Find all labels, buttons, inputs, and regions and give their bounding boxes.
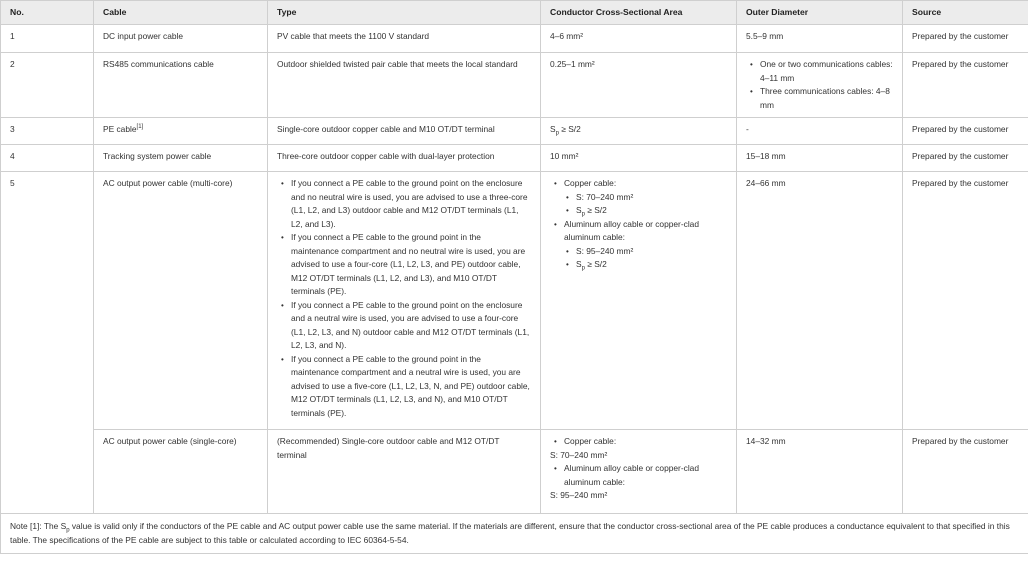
table-row <box>1 145 1028 172</box>
cell-diameter: 14–32 mm <box>737 430 903 514</box>
note-row <box>1 514 1028 554</box>
copper-label: • Copper cable: <box>564 436 617 446</box>
cable-label: PE cable <box>103 124 137 134</box>
area-symbol: S <box>550 124 556 134</box>
cell-diameter: - <box>737 118 903 145</box>
table-row <box>1 118 1028 145</box>
area-list <box>550 435 727 503</box>
header-cable: Cable <box>94 1 268 25</box>
diameter-list <box>746 58 893 112</box>
cell-area <box>541 118 737 145</box>
cell-area: 10 mm² <box>541 145 737 172</box>
copper-sublist <box>564 191 727 218</box>
header-area: Conductor Cross-Sectional Area <box>541 1 737 25</box>
area-list <box>550 177 727 272</box>
aluminum-label: • Aluminum alloy cable or copper-clad aluminum cable: <box>564 463 699 487</box>
cell-cable <box>94 118 268 145</box>
table-row <box>1 25 1028 53</box>
cell-source: Prepared by the customer <box>903 53 1028 118</box>
note-text: value is valid only if the conductors of the PE cable and AC output power cable use the same material. If the materials are different, ensure that the conductor cross-sectional area of the PE cable produces a conductance equivalent to that specified in this table. The specifications of the PE cable are subject to this table or calculated according to IEC 60364-5-54. <box>10 521 1010 545</box>
cell-source: Prepared by the customer <box>903 430 1028 514</box>
table-row <box>1 430 1028 514</box>
area-subscript: p <box>581 265 585 272</box>
cell-no: 1 <box>1 25 94 53</box>
area-subscript: p <box>555 130 559 137</box>
cell-cable: DC input power cable <box>94 25 268 53</box>
list-item: • If you connect a PE cable to the ground point on the enclosure and no neutral wire is used, you are advised to use a three-core (L1, L2, and L3) outdoor cable and M12 OT/DT terminals (L1, L2, and L3). <box>291 177 531 231</box>
aluminum-label: Aluminum alloy cable or copper-clad aluminum cable: <box>564 218 699 242</box>
area-subscript: p <box>581 211 585 218</box>
list-item: • If you connect a PE cable to the ground point in the maintenance compartment and no neutral wire is used, you are advised to use a four-core (L1, L2, L3, and PE) outdoor cable, M12 OT/DT terminals (L1, L2, and L3), and M10 OT/DT terminals (PE). <box>291 231 531 299</box>
list-item <box>576 204 727 218</box>
note-subscript: p <box>66 527 70 534</box>
cell-type: Outdoor shielded twisted pair cable that meets the local standard <box>268 53 541 118</box>
cell-no: 3 <box>1 118 94 145</box>
cell-cable: AC output power cable (multi-core) <box>94 172 268 430</box>
cell-area: 0.25–1 mm² <box>541 53 737 118</box>
footnote-ref: [1] <box>136 124 144 131</box>
aluminum-sublist <box>564 245 727 272</box>
cell-diameter <box>737 53 903 118</box>
cell-area <box>541 430 737 514</box>
note-prefix: Note [1]: The S <box>10 521 67 531</box>
cell-source: Prepared by the customer <box>903 118 1028 145</box>
cell-no: 5 <box>1 172 94 514</box>
cell-no: 2 <box>1 53 94 118</box>
copper-label: Copper cable: <box>564 178 617 188</box>
cell-type: (Recommended) Single-core outdoor cable and M12 OT/DT terminal <box>268 430 541 514</box>
cell-type: PV cable that meets the 1100 V standard <box>268 25 541 53</box>
header-diameter: Outer Diameter <box>737 1 903 25</box>
cell-cable: RS485 communications cable <box>94 53 268 118</box>
table-row <box>1 172 1028 430</box>
cell-diameter: 15–18 mm <box>737 145 903 172</box>
list-item <box>550 462 727 503</box>
area-value: ≥ S/2 <box>584 205 607 215</box>
list-item: • S: 70–240 mm² <box>576 191 727 205</box>
list-item: • S: 95–240 mm² <box>576 245 727 259</box>
list-item: • If you connect a PE cable to the ground point on the enclosure and a neutral wire is used, you are advised to use a four-core (L1, L2, L3, and N) outdoor cable and M12 OT/DT terminals (L1, L2, L3, and N). <box>291 299 531 353</box>
cell-cable: Tracking system power cable <box>94 145 268 172</box>
cell-area <box>541 172 737 430</box>
list-item <box>564 218 727 272</box>
header-type: Type <box>268 1 541 25</box>
header-no: No. <box>1 1 94 25</box>
list-item: • Three communications cables: 4–8 mm <box>760 85 893 112</box>
area-symbol: S <box>576 259 582 269</box>
cell-no: 4 <box>1 145 94 172</box>
area-symbol: S <box>576 205 582 215</box>
cell-area: 4–6 mm² <box>541 25 737 53</box>
area-value: ≥ S/2 <box>584 259 607 269</box>
cell-source: Prepared by the customer <box>903 172 1028 430</box>
cell-type: Single-core outdoor copper cable and M10 OT/DT terminal <box>268 118 541 145</box>
type-list <box>277 177 531 420</box>
table-row <box>1 53 1028 118</box>
list-item <box>564 177 727 218</box>
cell-source: Prepared by the customer <box>903 145 1028 172</box>
area-value: ≥ S/2 <box>558 124 581 134</box>
list-item <box>550 435 727 462</box>
cell-diameter: 24–66 mm <box>737 172 903 430</box>
cell-type: Three-core outdoor copper cable with dual-layer protection <box>268 145 541 172</box>
list-item: • If you connect a PE cable to the ground point in the maintenance compartment and a neutral wire is used, you are advised to use a five-core (L1, L2, L3, N, and PE) outdoor cable, M12 OT/DT terminals (L1, L2, L3, and N), and M10 OT/DT terminals (PE). <box>291 353 531 421</box>
header-source: Source <box>903 1 1028 25</box>
cell-cable: AC output power cable (single-core) <box>94 430 268 514</box>
cell-source: Prepared by the customer <box>903 25 1028 53</box>
copper-range: S: 70–240 mm² <box>550 449 608 460</box>
table-header-row <box>1 1 1028 25</box>
list-item: • One or two communications cables: 4–11 mm <box>760 58 893 85</box>
cell-diameter: 5.5–9 mm <box>737 25 903 53</box>
table-note <box>1 514 1028 554</box>
aluminum-range: S: 95–240 mm² <box>550 490 608 500</box>
cell-type <box>268 172 541 430</box>
list-item <box>576 258 727 272</box>
